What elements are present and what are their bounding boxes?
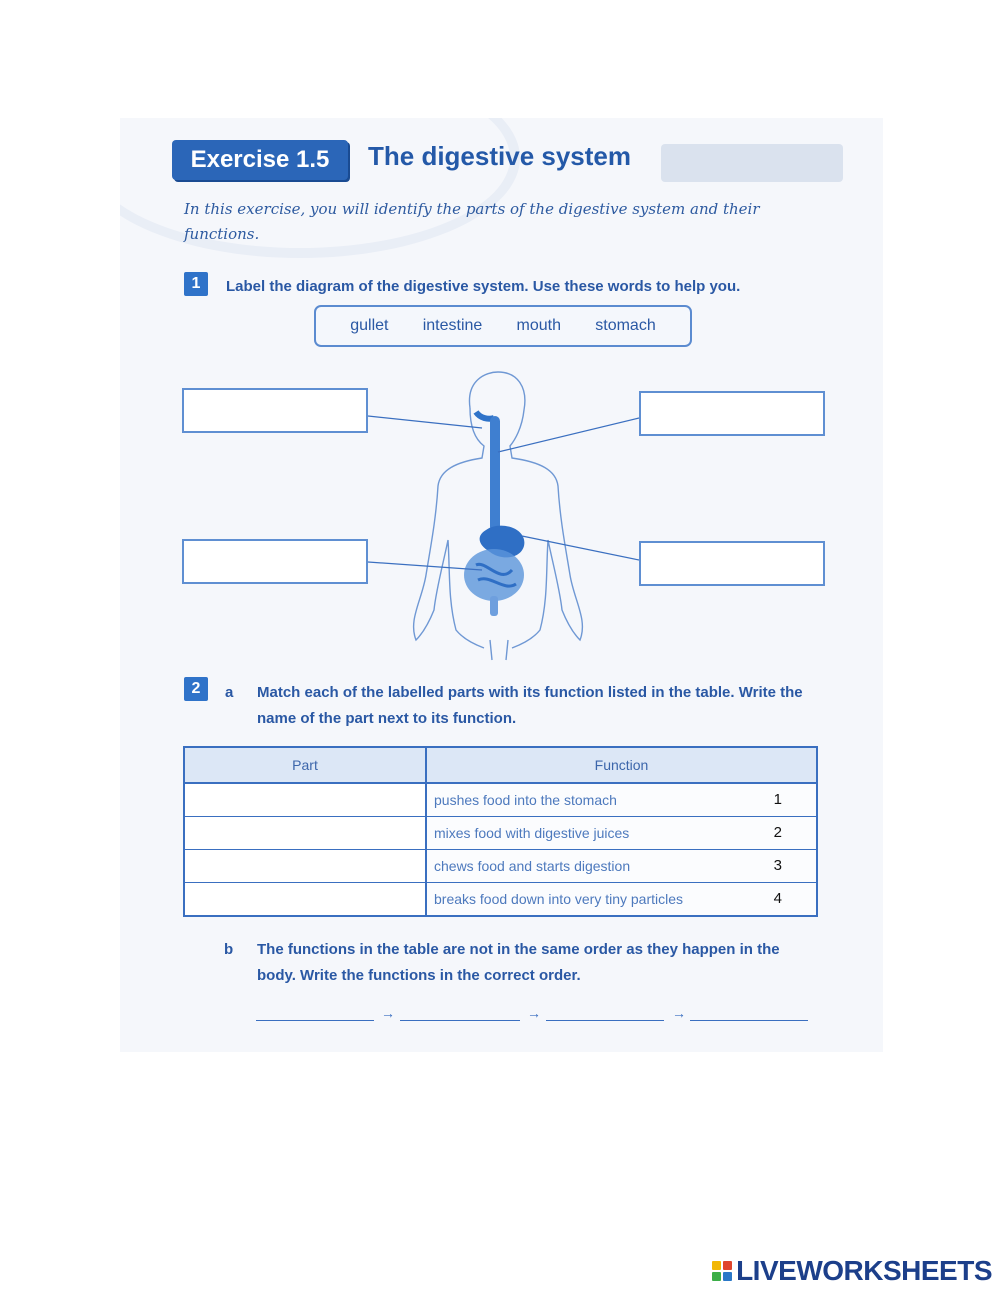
function-cell: [426, 883, 817, 917]
row-number: 3: [773, 857, 782, 874]
table-row: [184, 883, 817, 917]
function-column-header: Function: [426, 747, 817, 783]
page-title: The digestive system: [368, 141, 631, 171]
row-number: 1: [773, 791, 782, 808]
arrow-icon: →: [381, 1005, 395, 1021]
table-row: [184, 850, 817, 883]
intestine-shape: [464, 549, 524, 601]
part-answer-cell[interactable]: [184, 783, 426, 817]
function-cell: [426, 817, 817, 850]
table-row: [184, 817, 817, 850]
part-a-letter: a: [225, 684, 234, 701]
order-blank-3[interactable]: [546, 1020, 664, 1021]
function-text: breaks food down into very tiny particles: [434, 891, 684, 907]
part-answer-cell[interactable]: [184, 883, 426, 917]
logo-square-3: [712, 1272, 721, 1281]
table-row: [184, 783, 817, 817]
function-table: [183, 746, 818, 917]
word-bank-item: stomach: [595, 317, 656, 334]
label-box-bottom-right[interactable]: [639, 541, 825, 586]
label-box-bottom-left[interactable]: [182, 539, 368, 584]
order-blank-1[interactable]: [256, 1020, 374, 1021]
word-bank-item: gullet: [350, 317, 389, 334]
function-text: mixes food with digestive juices: [434, 825, 630, 841]
part-b-letter: b: [224, 941, 234, 958]
brand-name: LIVEWORKSHEETS: [736, 1255, 992, 1286]
table-header-row: [184, 747, 817, 783]
liveworksheets-logo: [712, 1255, 992, 1287]
question-1-instruction: Label the diagram of the digestive system. Use these words to help you.: [226, 278, 741, 295]
logo-mark-icon: [712, 1261, 732, 1281]
part-b-instruction: The functions in the table are not in the same order as they happen in the body. Write the functions in the correct order.: [257, 941, 780, 984]
logo-square-1: [712, 1261, 721, 1270]
question-2-number: 2: [184, 677, 208, 701]
function-cell: [426, 850, 817, 883]
row-number: 2: [773, 824, 782, 841]
function-text: chews food and starts digestion: [434, 858, 631, 874]
order-blank-2[interactable]: [400, 1020, 520, 1021]
arrow-icon: →: [527, 1005, 541, 1021]
part-column-header: Part: [184, 747, 426, 783]
word-bank-item: intestine: [422, 317, 483, 334]
label-box-top-right[interactable]: [639, 391, 825, 436]
part-answer-cell[interactable]: [184, 850, 426, 883]
arrow-icon: →: [672, 1005, 686, 1021]
intro-text: In this exercise, you will identify the parts of the digestive system and their functions.: [184, 200, 760, 243]
word-bank-item: mouth: [516, 317, 562, 334]
gullet-shape: [490, 416, 500, 532]
logo-square-2: [723, 1261, 732, 1270]
part-answer-cell[interactable]: [184, 817, 426, 850]
function-cell: [426, 783, 817, 817]
row-number: 4: [773, 890, 782, 907]
function-text: pushes food into the stomach: [434, 792, 617, 808]
part-a-instruction: Match each of the labelled parts with its function listed in the table. Write the name of the part next to its function.: [257, 684, 803, 727]
digestive-organs: [464, 412, 524, 616]
logo-square-4: [723, 1272, 732, 1281]
order-blank-4[interactable]: [690, 1020, 808, 1021]
exercise-badge: Exercise 1.5: [172, 140, 348, 180]
question-1-number: 1: [184, 272, 208, 296]
label-box-top-left[interactable]: [182, 388, 368, 433]
